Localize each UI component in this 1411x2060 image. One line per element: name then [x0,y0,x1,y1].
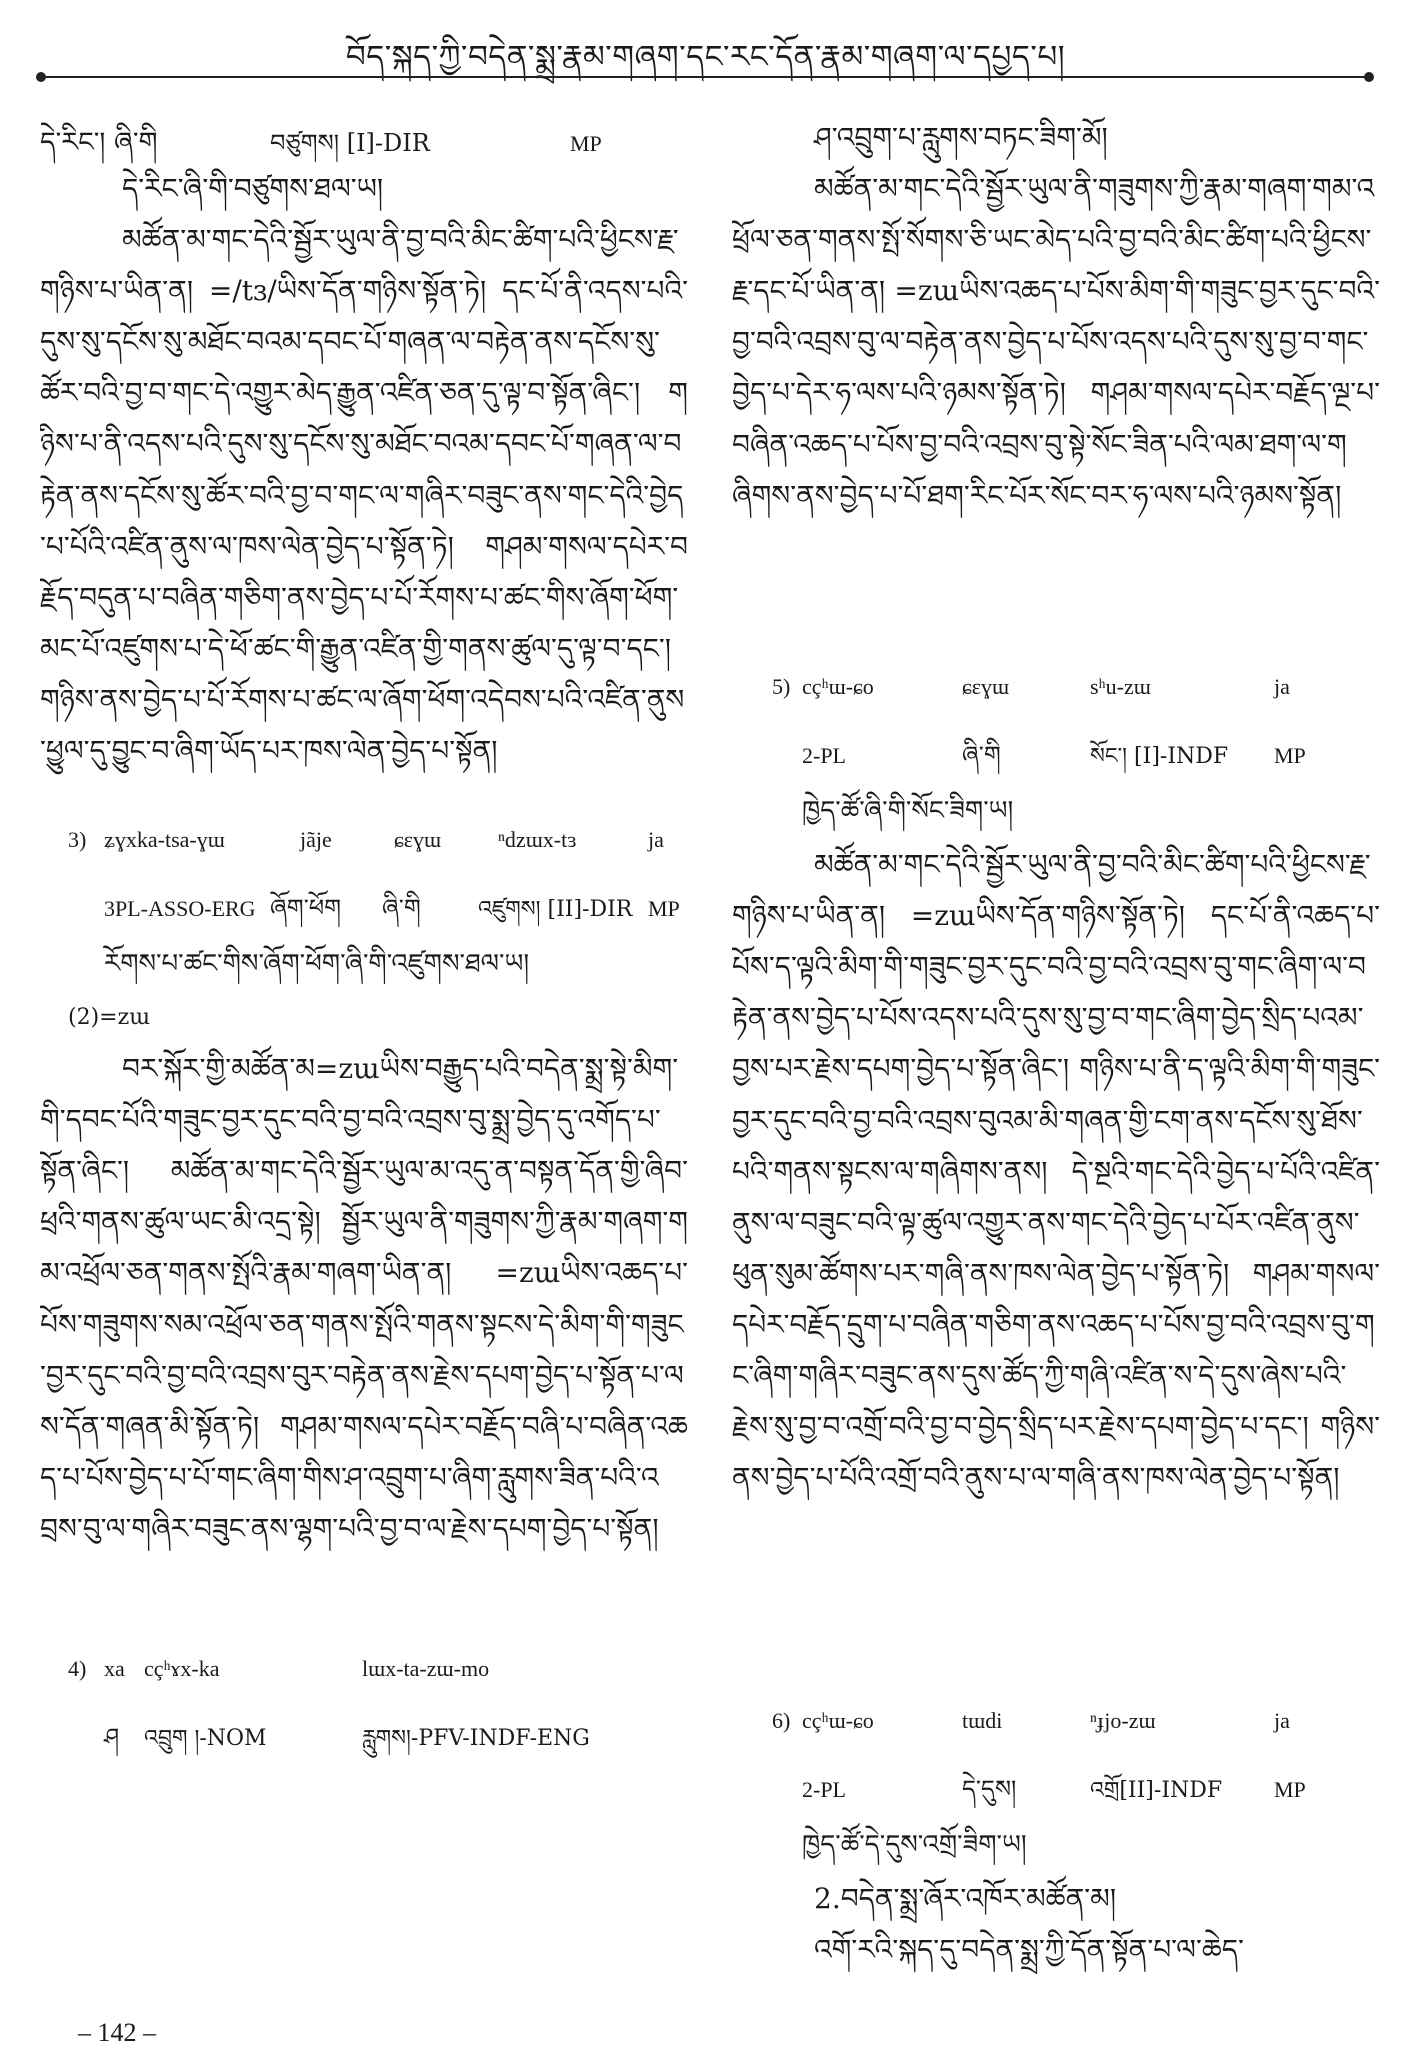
body-paragraph-continues: འགོ་རའི་སྐད་དུ་བདེན་སྨྲ་ཀྱི་དོན་སྟོན་པ་ལ་ཆེད་ [814,1933,1244,1967]
folio-dash: – [136,2018,156,2047]
gloss-word: cçʰɤx-ka [144,1656,220,1682]
example-number: 6) [772,1708,791,1734]
body-paragraph: མཚོན་མ་གང་དེའི་སྦྱོར་ཡུལ་ནི་བྱ་བའི་མིང་ཚིག་པའི་ཕྱིངས་རྗ་གཉིས་པ་ཡིན་ན། =/tɜ/ཡིས་དོན་གཉིས་སྟོན་ཏེ། དང་པོ་ནི་འདས་པའི་དུས་སུ་དངོས་སུ་མཐོང་བའམ་དབང་པོ་གཞན་ལ་བརྟེན་ནས་དངོས་སུ་ཚོར་བའི་བྱ་བ་གང་དེ་འགྱུར་མེད་རྒྱུན་འཛིན་ཅན་དུ་ལྟ་བ་སྟོན་ཞིང་། གཉིས་པ་ནི་འདས་པའི་དུས་སུ་དངོས་སུ་མཐོང་བའམ་དབང་པོ་གཞན་ལ་བརྟེན་ནས་དངོས་སུ་ཚོར་བའི་བྱ་བ་གང་ལ་གཞིར་བཟུང་ནས་གང་དེའི་བྱེད་པ་པོའི་འཛིན་ནུས་ལ་ཁས་ལེན་བྱེད་པ་སྟོན་ཏེ། གཤམ་གསལ་དཔེར་བརྗོད་བདུན་པ་བཞིན་གཅིག་ནས་བྱེད་པ་པོ་རོགས་པ་ཚང་གིས་ཞོག་ཕོག་མང་པོ་འཛུགས་པ་དེ་ཕོ་ཚང་གི་རྒྱུན་འཛིན་གྱི་གནས་ཚུལ་དུ་ལྟ་བ་དང་། གཉིས་ནས་བྱེད་པ་པོ་རོགས་པ་ཚང་ལ་ཞོག་ཕོག་འདེབས་པའི་འཛིན་ནུས་ཕྱུལ་དུ་བྱུང་བ་ཞིག་ཡོད་པར་ཁས་ལེན་བྱེད་པ་སྟོན། [40,223,688,768]
free-translation: ཤ་འབྲུག་པ་རླུགས་བཏང་ཟིག་མོ། [814,121,1108,154]
gloss-word: ja [1274,674,1290,700]
gloss-word: ɕɛɣɯ [394,827,442,853]
gloss-word: ja [1274,1708,1290,1734]
right-column [732,112,1380,1975]
example-top-gloss [40,112,688,163]
free-translation: ཁྱེད་ཚོ་ཞི་གི་སོང་ཟིག་ཡ། [802,796,1014,827]
body-paragraph: མཚོན་མ་གང་དེའི་སྦྱོར་ཡུལ་ནི་གཟུགས་ཀྱི་རྣམ་གཞག་གམ་འཕྲོལ་ཅན་གནས་སྤོ་སོགས་ཅི་ཡང་མེད་པའི་བྱ་བའི་མིང་ཚིག་པའི་ཕྱིངས་རྗ་དང་པོ་ཡིན་ན། =zɯཡིས་འཆད་པ་པོས་མིག་གི་གཟུང་བྱར་དུང་བའི་བྱ་བའི་འབྲས་བུ་ལ་བརྟེན་ནས་བྱེད་པ་པོས་འདས་པའི་དུས་སུ་བྱ་བ་གང་བྱེད་པ་དེར་ཧ་ལས་པའི་ཉམས་སྟོན་ཏེ། གཤམ་གསལ་དཔེར་བརྗོད་ལྔ་པ་བཞིན་འཆད་པ་པོས་བྱ་བའི་འབྲས་བུ་སྟེ་སོང་ཟིན་པའི་ལམ་ཐག་ལ་གཞིགས་ནས་བྱེད་པ་པོ་ཐག་རིང་པོར་སོང་བར་ཧ་ལས་པའི་ཉམས་སྟོན། [732,172,1380,512]
gloss-morpheme: དེ་དུས། [962,1775,1017,1804]
example-number: 3) [68,827,87,853]
example-5 [732,674,1380,839]
gloss-morpheme: ཞི་གི [962,741,1001,770]
folio-dash: – [78,2018,98,2047]
free-translation: དེ་རིང་ཞི་གི་བཙུགས་ཐལ་ཡ། [122,172,384,205]
page-number-value: 142 [97,2018,137,2047]
page-number [78,2018,156,2048]
header-rule [40,76,1370,78]
gloss-word: jãje [300,827,332,853]
gloss-morpheme: 3PL-ASSO-ERG [104,896,256,922]
gloss-cell: MP [570,131,602,156]
body-paragraph: མཚོན་མ་གང་དེའི་སྦྱོར་ཡུལ་ནི་བྱ་བའི་མིང་ཚིག་པའི་ཕྱིངས་རྗ་གཉིས་པ་ཡིན་ན། =zɯཡིས་དོན་གཉིས་སྟོན་ཏེ། དང་པོ་ནི་འཆད་པ་པོས་ད་ལྟའི་མིག་གི་གཟུང་བྱར་དུང་བའི་བྱ་བའི་འབྲས་བུ་གང་ཞིག་ལ་བརྟེན་ནས་བྱེད་པ་པོས་འདས་པའི་དུས་སུ་བྱ་བ་གང་ཞིག་བྱེད་སྲིད་པའམ་བྱས་པར་རྗེས་དཔག་བྱེད་པ་སྟོན་ཞིང་། གཉིས་པ་ནི་ད་ལྟའི་མིག་གི་གཟུང་བྱར་དུང་བའི་བྱ་བའི་འབྲས་བུའམ་མི་གཞན་གྱི་ངག་ནས་དངོས་སུ་ཐོས་པའི་གནས་སྟངས་ལ་གཞིགས་ནས། དེ་སྔའི་གང་དེའི་བྱེད་པ་པོའི་འཛིན་ནུས་ལ་བཟུང་བའི་ལྟ་ཚུལ་འགྱུར་ནས་གང་དེའི་བྱེད་པ་པོར་འཛིན་ནུས་ཕུན་སུམ་ཚོགས་པར་གཞི་ནས་ཁས་ལེན་བྱེད་པ་སྟོན་ཏེ། གཤམ་གསལ་དཔེར་བརྗོད་དྲུག་པ་བཞིན་གཅིག་ནས་འཆད་པ་པོས་བྱ་བའི་འབྲས་བུ་གང་ཞིག་གཞིར་བཟུང་ནས་དུས་ཚོད་ཀྱི་གཞི་འཛིན་ས་དེ་དུས་ཞེས་པའི་རྗེས་སུ་བྱ་བ་འགྲོ་བའི་བྱ་བ་བྱེད་སྲིད་པར་རྗེས་དཔག་བྱེད་པ་དང་། གཉིས་ནས་བྱེད་པ་པོའི་འགྲོ་བའི་ནུས་པ་ལ་གཞི་ནས་ཁས་ལེན་བྱེད་པ་སྟོན། [732,848,1380,1495]
gloss-morpheme: འབྲུག །-NOM [144,1726,267,1752]
gloss-word: ʑɣxka-tsa-ɣɯ [104,827,225,853]
gloss-morpheme: 2-PL [802,743,846,769]
gloss-morpheme: སོང་། [I]-INDF [1090,744,1229,770]
gloss-morpheme: 2-PL [802,1777,846,1803]
gloss-morpheme: འཛུགས། [II]-DIR [478,897,633,923]
gloss-word: cçʰɯ-ɕo [802,1708,874,1734]
example-6 [732,1708,1380,1873]
section-heading: 2.བདེན་སྨྲ་ཞོར་འཁོར་མཚོན་མ། [814,1882,1117,1916]
example-4 [40,1656,688,1766]
example-number: 5) [772,674,791,700]
example-number: 4) [68,1656,87,1682]
gloss-word: ⁿdzɯx-tɜ [498,827,577,853]
gloss-morpheme: ཤ [104,1723,120,1752]
gloss-word: tɯdi [962,1708,1003,1734]
gloss-cell: དེ་རིང་། ཞི་གི [40,127,158,158]
left-column [40,112,688,1766]
free-translation: ཁྱེད་ཚོ་དེ་དུས་འགྲོ་ཟིག་ཡ། [802,1830,1027,1861]
gloss-morpheme: MP [1274,1777,1306,1803]
gloss-word: ⁿɟjo-zɯ [1090,1708,1156,1734]
gloss-cell: བཙུགས། [I]-DIR [270,129,430,157]
gloss-word: ɕɛɣɯ [962,674,1010,700]
sub-heading: (2)=zɯ [68,1005,151,1031]
gloss-word: cçʰɯ-ɕo [802,674,874,700]
gloss-word: lɯx-ta-zɯ-mo [362,1656,490,1682]
gloss-morpheme: MP [648,896,680,922]
gloss-morpheme: MP [1274,743,1306,769]
gloss-morpheme: ཞོག་ཕོག [270,894,342,923]
gloss-word: ja [648,827,664,853]
gloss-morpheme: འགྲོ[II]-INDF [1090,1778,1223,1804]
gloss-morpheme: རླུགས།-PFV-INDF-ENG [362,1726,590,1752]
gloss-morpheme: ཞི་གི [382,894,421,923]
example-3 [40,827,688,992]
running-head: བོད་སྐད་ཀྱི་བདེན་སྨྲ་རྣམ་གཞག་དང་རང་དོན་རྣམ་གཞག་ལ་དཔྱད་པ། [345,39,1066,75]
gloss-word: xa [104,1656,125,1682]
free-translation: རོགས་པ་ཚང་གིས་ཞོག་ཕོག་ཞི་གི་འཛུགས་ཐལ་ཡ། [104,949,530,980]
gloss-word: sʰu-zɯ [1090,674,1151,700]
body-paragraph: བར་སྐོར་གྱི་མཚོན་མ=zɯཡིས་བརྒྱུད་པའི་བདེན་སྨྲ་སྟེ་མིག་གི་དབང་པོའི་གཟུང་བྱར་དུང་བའི་བྱ་བའི་འབྲས་བུ་སྨྲ་བྱེད་དུ་འགོད་པ་སྟོན་ཞིང་། མཚོན་མ་གང་དེའི་སྦྱོར་ཡུལ་མ་འདུ་ན་བསྟན་དོན་གྱི་ཞིབ་ཕྲའི་གནས་ཚུལ་ཡང་མི་འདྲ་སྟེ། སྦྱོར་ཡུལ་ནི་གཟུགས་ཀྱི་རྣམ་གཞག་གམ་འཕྲོལ་ཅན་གནས་སྤོའི་རྣམ་གཞག་ཡིན་ན། =zɯཡིས་འཆད་པ་པོས་གཟུགས་སམ་འཕྲོལ་ཅན་གནས་སྤོའི་གནས་སྟངས་དེ་མིག་གི་གཟུང་བྱར་དུང་བའི་བྱ་བའི་འབྲས་བུར་བརྟེན་ནས་རྗེས་དཔག་བྱེད་པ་སྟོན་པ་ལས་དོན་གཞན་མི་སྟོན་ཏེ། གཤམ་གསལ་དཔེར་བརྗོད་བཞི་པ་བཞིན་འཆད་པ་པོས་བྱེད་པ་པོ་གང་ཞིག་གིས་ཤ་འབྲུག་པ་ཞིག་རླུགས་ཟིན་པའི་འབྲས་བུ་ལ་གཞིར་བཟུང་ནས་ལྷག་པའི་བྱ་བ་ལ་རྗེས་དཔག་བྱེད་པ་སྟོན། [40,1052,688,1545]
